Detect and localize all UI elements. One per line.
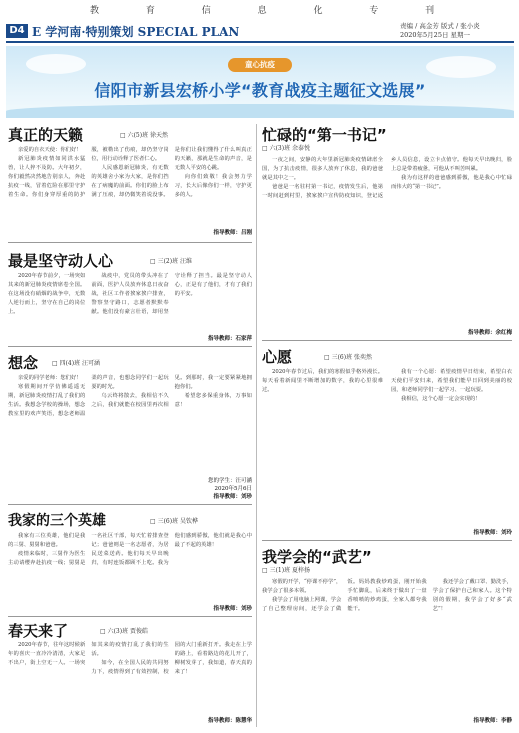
article-date: 2020年5月6日	[214, 486, 252, 492]
article-byline: □ 四(4)班 汪可涵	[52, 360, 100, 367]
article-title: 最是坚守动人心	[8, 252, 114, 270]
column-divider	[256, 124, 257, 727]
page-number: D4	[6, 24, 28, 38]
paragraph: 我家有三位英雄，他们是我的三舅、舅舅和爸爸。	[8, 533, 86, 548]
article-byline: □ 六(3)班 余泰悦	[262, 145, 310, 152]
article-title: 我学会的“武艺”	[262, 548, 372, 566]
paragraph: 人民感恩新冠肺炎，有无数的英雄舍小家为大家，是你们挡在了病魔的前面。你们的脸上布满了压痕，却仍微笑着说没事。是你们让我们懂得了什么叫真正的天籁，那就是生命的声音，是无数人平安的心跳。	[91, 147, 252, 198]
paragraph: 我有一个心愿：希望疫情早日结束，希望白衣天使们平安归来，希望我们能早日回到美丽的校园，和老师同学们一起学习、一起玩耍。	[391, 369, 512, 393]
paragraph: 我还学会了戴口罩、勤洗手，学会了保护自己和家人。这个特别的假期，我学会了好多“武艺”！	[432, 579, 512, 612]
article-byline: □ 三(1)班 夏梓扬	[262, 567, 310, 574]
article-byline: □ 三(6)班 张奕然	[324, 354, 372, 361]
paragraph: 寒假期间开学仿佛遥遥无期，新冠肺炎疫情打乱了我们的生活。我想念学校的操场，想念教室里的欢声笑语，想念老师温柔的声音，也想念同学们一起玩耍的时光。	[8, 375, 169, 417]
article-body	[8, 146, 252, 236]
article-signature: 指导教师：刘珍	[213, 494, 252, 500]
banner-subtitle: 童心抗疫	[228, 58, 292, 72]
paragraph: 向你们致敬！我会努力学习，长大后像你们一样，守护更多的人。	[174, 173, 252, 198]
article-byline: □ 三(2)班 汪维	[150, 258, 192, 265]
article-signature: 指导教师：李静	[473, 718, 512, 724]
article-body	[8, 374, 252, 478]
paragraph: 2020年春节前夕，一场突如其来的新冠肺炎疫情席卷全国。在这场没有硝烟的战争中，无数人逆行而上，坚守在自己的岗位上。	[8, 273, 86, 315]
article-signature: 指导教师：刘玲	[473, 530, 512, 536]
paragraph: 爸爸是一名驻村第一书记，疫情发生后，他第一时间赶到村里，挨家挨户宣传防疫知识，登记返乡人员信息，设立卡点值守。他每天早出晚归，脸上总是带着疲惫，可他从不叫苦叫累。	[262, 157, 512, 199]
paragraph: 希望您多保重身体，万事如意！	[174, 392, 252, 408]
article-body	[262, 578, 512, 718]
paragraph: 疫情来临时，三舅作为医生主动请缨奔赴抗疫一线；舅舅是一名社区干部，每天忙着排查登记；爸爸则是一名志愿者，为居民送菜送药。他们每天早出晚归，有时连饭都顾不上吃。我为他们感到骄傲，他们就是我心中最了不起的英雄！	[8, 533, 252, 566]
paragraph: 亲爱的同学老师：您们好！	[18, 375, 82, 381]
paragraph: 2020年春节，往年这时候新年的喜庆一直冷冷清清，大家足不出户，街上空无一人。一场突如其来的疫情打乱了我们的生活。	[8, 642, 169, 666]
paragraph: 战疫中，党员的带头冲在了前面，医护人员放弃休息日夜奋战，社区工作者挨家挨户排查，警察坚守路口，志愿者默默奉献。他们没有豪言壮语，却用坚守诠释了担当。最是坚守动人心，正是有了他们，才有了我们的平安。	[91, 273, 252, 315]
section-rule	[8, 616, 252, 617]
article-title: 我家的三个英雄	[8, 513, 106, 529]
paragraph: 2020年春节过后，我们的寒假似乎格外漫长。每天看着新闻里不断增加的数字，我的心里很难过。	[262, 369, 383, 393]
issue-date: 2020年5月25日 星期一	[400, 31, 471, 39]
article-body	[262, 368, 512, 528]
article-signature: 您的学生：汪可涵	[207, 478, 252, 484]
paragraph: 我相信，这个心愿一定会实现的！	[401, 395, 481, 402]
banner-title: 信阳市新县宏桥小学“教育战疫主题征文选展”	[94, 81, 426, 100]
article-byline: □ 六(3)班 贾俊皓	[100, 628, 148, 635]
article-title: 春天来了	[8, 622, 69, 640]
paragraph: 如今，在全国人民的共同努力下，疫情得到了有效控制，校园的大门重新打开。我走在上学的路上，看着路边的花儿开了，柳树发芽了，我知道，春天真的来了！	[91, 642, 252, 675]
section-title: E 学河南·特别策划 SPECIAL PLAN	[32, 25, 240, 39]
section-rule	[8, 504, 252, 505]
paragraph: 我为有这样的爸爸感到骄傲，他是我心中忙碌而伟大的“第一书记”。	[391, 174, 512, 190]
article-body	[8, 641, 252, 713]
section-rule	[262, 540, 512, 541]
article-body	[8, 532, 252, 604]
article-byline: □ 六(5)班 徐天然	[120, 132, 168, 139]
paragraph: 我学会了用电脑上网课，学会了自己整理房间，还学会了做饭。妈妈教我炒鸡蛋，刚开始我手忙脚乱，后来终于做出了一盘香喷喷的炒鸡蛋，全家人都夸我能干。	[262, 579, 427, 612]
article-signature: 指导教师：刘珍	[213, 606, 252, 612]
section-rule	[262, 340, 512, 341]
section-rule	[8, 242, 252, 243]
article-signature: 指导教师：石家萍	[207, 336, 252, 342]
article-body	[8, 272, 252, 334]
article-title: 想念	[8, 354, 39, 372]
editor-credit: 责编 / 高金芳 版式 / 张小炎	[400, 22, 480, 30]
header-rule	[6, 41, 514, 43]
header-info	[400, 22, 480, 40]
cloud-decoration	[26, 54, 86, 74]
cloud-decoration	[426, 56, 496, 78]
paragraph: 新冠肺炎疫情如同洪水猛兽，让人猝不及防。大年初夕，你们毅然决然地告别亲人，奔赴抗疫一线，冒着危险在那里守护着生命。你们身穿厚重的防护服，被勒出了伤痕，却仍坚守岗位，用行动诠释了医者仁心。	[8, 147, 169, 198]
article-signature: 指导教师：余红梅	[467, 330, 512, 336]
publication-name: 教 育 信 息 化 专 刊	[90, 6, 457, 16]
paragraph: 乌云终将散去，我相信不久之后，我们就能在校园里再次相见。到那时，我一定要紧紧地拥抱你们。	[91, 375, 252, 408]
article-title: 真正的天籁	[8, 126, 84, 144]
banner	[6, 46, 514, 118]
section-rule	[8, 346, 252, 347]
paragraph: 亲爱的自衣天使：你们好！	[18, 147, 82, 153]
paragraph: 一夜之间，安静的大年里新冠肺炎疫情肆虐全国，为了抗击疫情，很多人放弃了休息，我的爸爸就是其中之一。	[262, 157, 383, 181]
article-signature: 指导教师：陈慧华	[207, 718, 252, 724]
paragraph: 寒假的开学，“停课不停学”，我学会了很多本领。	[262, 579, 342, 594]
article-title: 忙碌的“第一书记”	[262, 126, 387, 144]
article-byline: □ 三(6)班 吴钦桦	[150, 518, 198, 525]
article-body	[262, 156, 512, 330]
article-signature: 指导教师：吕刚	[213, 230, 252, 236]
article-title: 心愿	[262, 348, 293, 366]
wave-decoration	[6, 104, 514, 118]
top-bar	[0, 0, 519, 20]
